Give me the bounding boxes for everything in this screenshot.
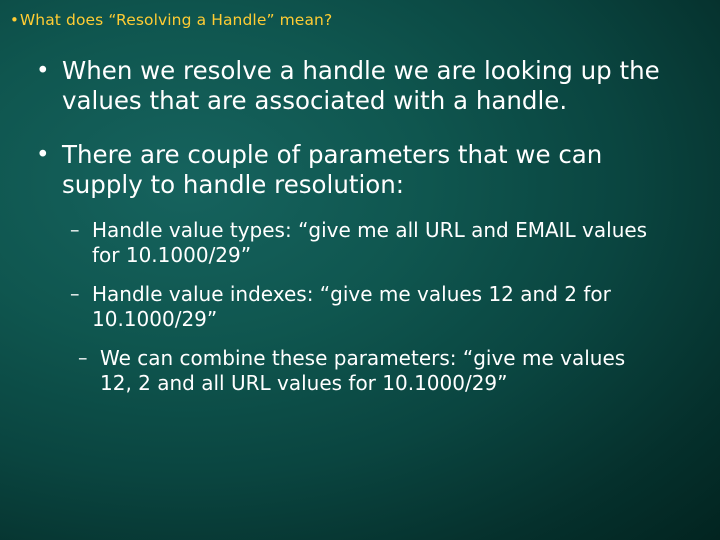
list-item [78, 346, 696, 396]
list-item [70, 282, 696, 332]
dash-marker-icon: – [70, 283, 80, 305]
list-item-text: We can combine these parameters: “give me values 12, 2 and all URL values for 10.1000/29” [100, 346, 626, 395]
list-item-text: Handle value indexes: “give me values 12 and 2 for 10.1000/29” [92, 282, 611, 331]
list-item [70, 218, 696, 268]
page-title: What does “Resolving a Handle” mean? [19, 11, 333, 29]
dash-marker-icon: – [70, 219, 80, 241]
slide-body [36, 56, 696, 410]
bullet-marker-icon: • [36, 58, 50, 84]
list-item-text: Handle value types: “give me all URL and EMAIL values for 10.1000/29” [92, 218, 648, 267]
title-bullet-icon: • [10, 11, 19, 29]
bullet-marker-icon: • [36, 142, 50, 168]
dash-marker-icon: – [78, 347, 88, 369]
list-item-text: When we resolve a handle we are looking up the values that are associated with a handle. [62, 56, 660, 115]
slide-title-row [10, 10, 706, 30]
list-item [36, 56, 696, 116]
list-item-text: There are couple of parameters that we can supply to handle resolution: [62, 140, 603, 199]
list-item [36, 140, 696, 200]
